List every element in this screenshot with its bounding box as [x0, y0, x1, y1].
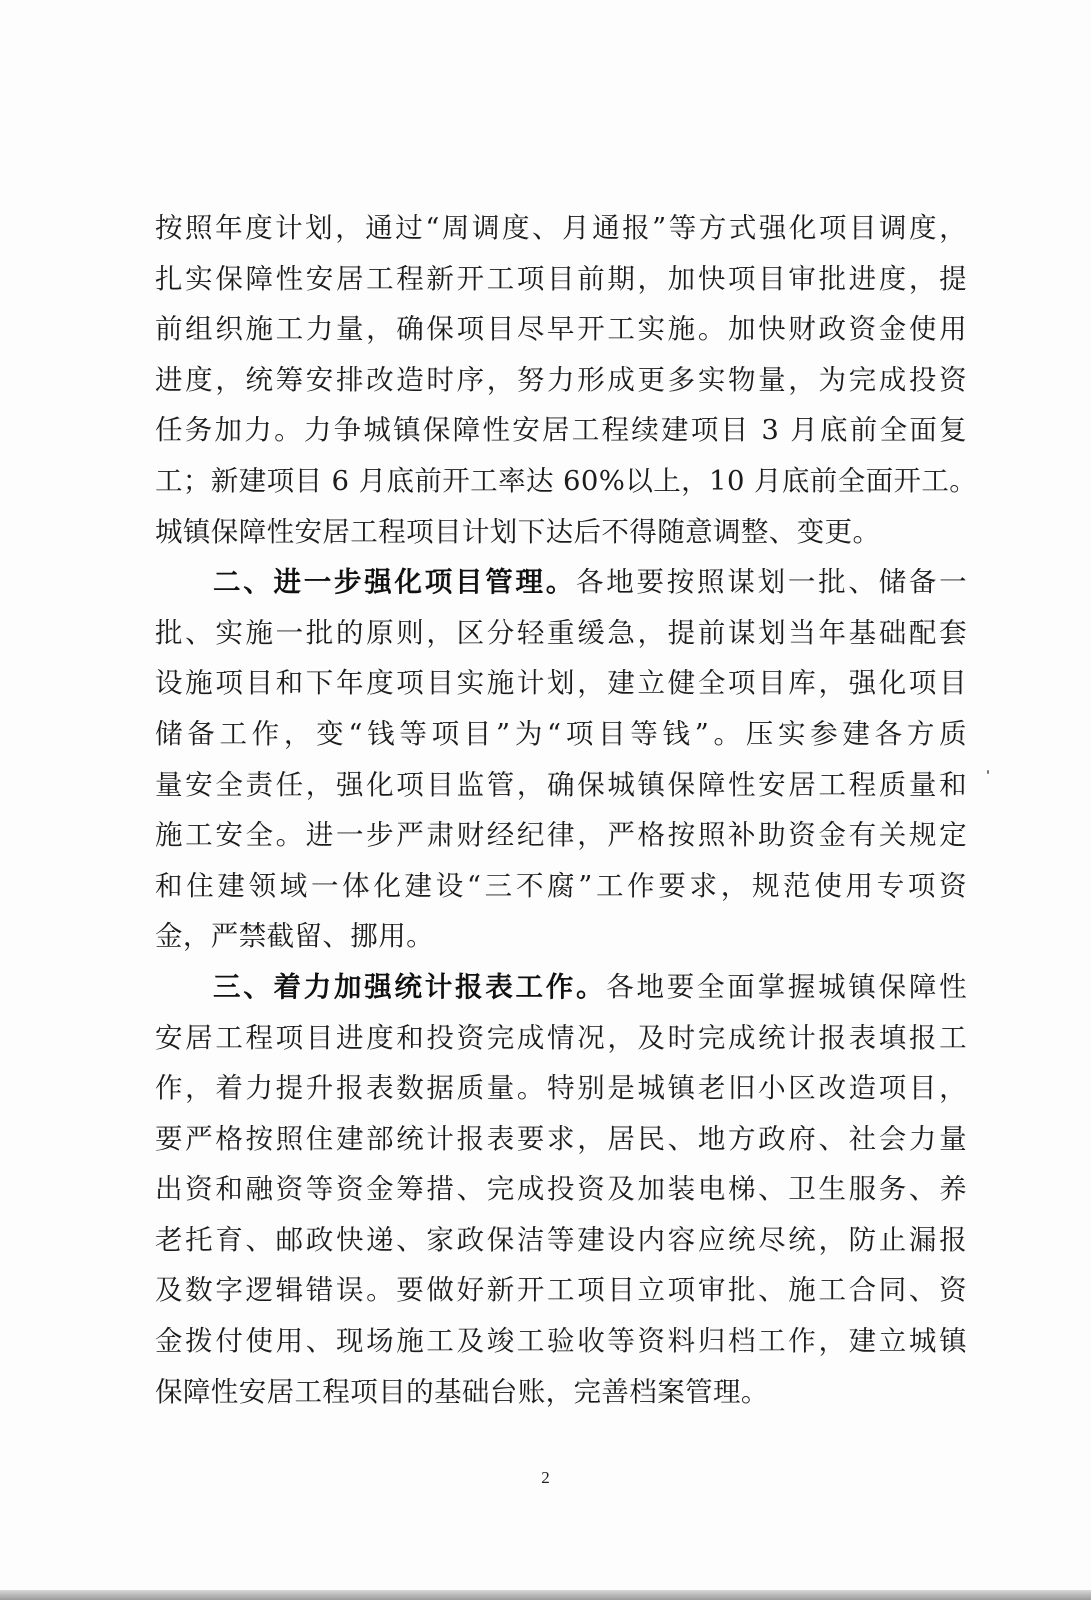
- line-text: 出资和融资等资金筹措、完成投资及加装电梯、卫生服务、养: [155, 1173, 967, 1206]
- line-text: 储备工作，变“钱等项目”为“项目等钱”。压实参建各方质: [155, 717, 967, 750]
- text-line: [155, 962, 967, 1013]
- text-line: [155, 355, 967, 406]
- scan-speck: [987, 770, 989, 774]
- line-text: 作，着力提升报表数据质量。特别是城镇老旧小区改造项目，: [155, 1072, 967, 1105]
- line-text: 扎实保障性安居工程新开工项目前期，加快项目审批进度，提: [155, 262, 967, 295]
- text-line: [155, 1265, 967, 1316]
- text-line: [155, 1164, 967, 1215]
- text-line: [155, 1114, 967, 1165]
- text-line: [155, 760, 967, 811]
- text-line: [155, 658, 967, 709]
- line-text: 各地要全面掌握城镇保障性: [606, 970, 967, 1003]
- page-number: 2: [541, 1468, 550, 1487]
- text-line: [155, 254, 967, 305]
- line-text: 前组织施工力量，确保项目尽早开工实施。加快财政资金使用: [155, 313, 967, 346]
- line-text: 和住建领域一体化建设“三不腐”工作要求，规范使用专项资: [155, 869, 967, 902]
- document-body: [155, 203, 978, 1417]
- line-text: 按照年度计划，通过“周调度、月通报”等方式强化项目调度，: [155, 212, 967, 244]
- line-text: 金拨付使用、现场施工及竣工验收等资料归档工作，建立城镇: [155, 1325, 967, 1358]
- line-text: 施工安全。进一步严肃财经纪律，严格按照补助资金有关规定: [155, 819, 967, 852]
- scan-bottom-edge: [0, 1590, 1091, 1600]
- text-line: [155, 608, 967, 659]
- line-text: 工；新建项目 6 月底前开工率达 60%以上，10 月底前全面开工。: [155, 464, 978, 497]
- text-line: [155, 709, 967, 760]
- text-line: [155, 1013, 967, 1064]
- line-text: 设施项目和下年度项目实施计划，建立健全项目库，强化项目: [155, 667, 967, 700]
- text-line: [155, 1215, 967, 1266]
- line-text: 批、实施一批的原则，区分轻重缓急，提前谋划当年基础配套: [155, 616, 967, 649]
- text-line: [155, 203, 967, 254]
- text-line: [155, 456, 978, 507]
- line-text: 各地要按照谋划一批、储备一: [576, 566, 967, 599]
- line-text: 保障性安居工程项目的基础台账，完善档案管理。: [155, 1375, 769, 1408]
- line-text: 安居工程项目进度和投资完成情况，及时完成统计报表填报工: [155, 1021, 967, 1054]
- line-text: 量安全责任，强化项目监管，确保城镇保障性安居工程质量和: [155, 768, 967, 801]
- text-line: [155, 507, 967, 558]
- text-line: [155, 1367, 967, 1418]
- line-text: 及数字逻辑错误。要做好新开工项目立项审批、施工合同、资: [155, 1274, 967, 1307]
- line-text: 老托育、邮政快递、家政保洁等建设内容应统尽统，防止漏报: [155, 1223, 967, 1256]
- line-text: 进度，统筹安排改造时序，努力形成更多实物量，为完成投资: [155, 363, 967, 396]
- line-text: 城镇保障性安居工程项目计划下达后不得随意调整、变更。: [155, 515, 881, 548]
- text-line: [155, 557, 967, 608]
- line-text: 任务加力。力争城镇保障性安居工程续建项目 3 月底前全面复: [155, 414, 967, 447]
- text-line: [155, 1063, 967, 1114]
- text-line: [155, 911, 967, 962]
- text-line: [155, 861, 967, 912]
- section-heading: 二、进一步强化项目管理。: [213, 566, 577, 599]
- text-line: [155, 1316, 967, 1367]
- section-heading: 三、着力加强统计报表工作。: [213, 970, 607, 1003]
- text-line: [155, 304, 967, 355]
- text-line: [155, 810, 967, 861]
- line-text: 要严格按照住建部统计报表要求，居民、地方政府、社会力量: [155, 1122, 967, 1155]
- line-text: 金，严禁截留、挪用。: [155, 920, 434, 953]
- text-line: [155, 405, 967, 456]
